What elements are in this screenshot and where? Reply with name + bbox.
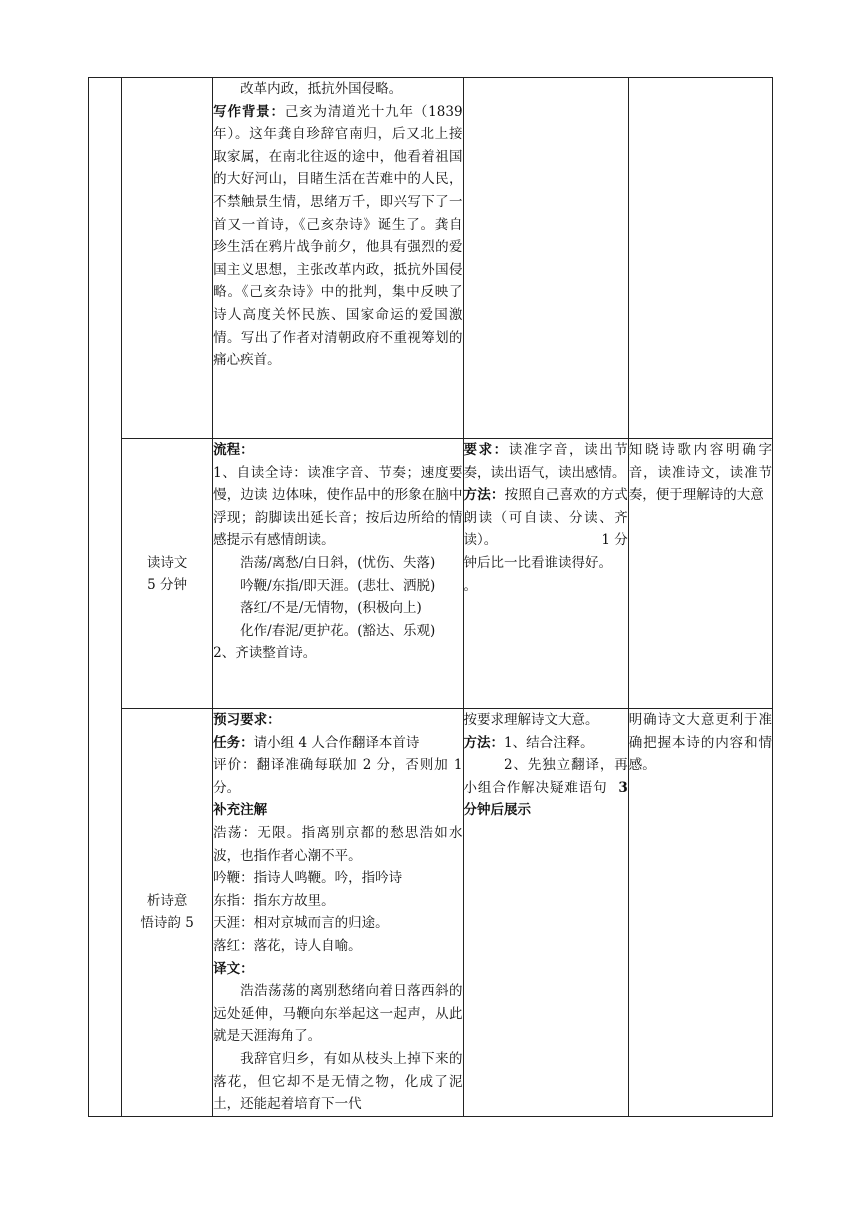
goal-cell [628,439,772,709]
stage-time: 5 分钟 [147,576,188,593]
goal-cell [628,78,772,439]
left-margin-cell [89,78,122,1117]
activity-line: 按要求理解诗文大意。 [463,712,599,728]
activity-cell [463,439,628,709]
content-line: 改革内政，抵抗外国侵略。 [240,81,403,97]
notes-label: 补充注解 [213,802,268,819]
table-row [89,709,773,1117]
step-2: 2、齐读整首诗。 [213,645,317,662]
goal-text: 知晓诗歌内容明确字音，读准诗文，读准节奏，便于理解诗的大意 [628,442,772,504]
activity-cell [463,78,628,439]
note-item: 浩荡：无限。指离别京都的愁思浩如水波，也指作者心潮不平。 [213,824,463,864]
stage-title: 读诗文 [146,554,188,571]
stage-cell [122,709,213,1117]
translation-paragraph: 我辞官归乡，有如从枝头上掉下来的落花，但它却不是无情之物，化成了泥土，还能起着培育下一代 [213,1050,463,1113]
stage-cell [122,78,213,439]
activity-method-1: 1、结合注释。 [504,734,594,751]
task-text: 请小组 4 人合作翻译本首诗 [253,734,420,751]
content-cell [213,439,463,709]
prep-label: 预习要求： [213,712,281,728]
content-cell [213,78,463,439]
evaluation: 评价：翻译准确每联加 2 分，否则加 1 分。 [213,757,463,796]
note-item: 吟鞭：指诗人鸣鞭。吟，指吟诗 [213,870,403,887]
note-item: 天涯：相对京城而言的归途。 [213,915,389,932]
process-label: 流程： [213,442,254,458]
activity-method-label: 方法： [463,734,505,751]
activity-method-2 [464,754,628,822]
content-cell [213,709,463,1117]
task [213,732,462,755]
poem-line: 化作/春泥/更护花。(豁达、乐观) [240,622,436,639]
poem-line: 浩荡/离愁/白日斜，(忧伤、失落) [240,554,436,571]
poem-line: 吟鞭/东指/即天涯。(悲壮、洒脱) [240,577,436,594]
method-text: 按照自己喜欢的方式朗读（可自读、分读、齐读）。 [463,487,628,549]
method-tail-a: 1 分 [601,532,628,549]
lesson-plan-table [88,77,773,1117]
background-label: 写作背景： [213,103,285,120]
activity-show: 3 分钟后展示 [463,779,628,819]
activity-method-2-text: 2、先独立翻译，再小组合作解决疑难语句 [463,757,628,796]
poem-line: 落红/不是/无情物，(积极向上) [240,600,422,617]
requirement-label: 要求： [463,442,509,458]
activity-method [464,732,628,755]
requirement-text: 读准字音，读出节奏，读出语气，读出感情。 [463,442,628,481]
background-text: 己亥为清道光十九年（1839年）。这年龚自珍辞官南归，后又北上接取家属，在南北往返的途中，他看着祖国的大好河山，目睹生活在苦难中的人民，不禁触景生情，思绪万千，即兴写下了一首又一首诗，《己亥杂诗》诞生了。龚自珍生活在鸦片战争前夕，他具有强烈的爱国主义思想，主张改革内政，抵抗外国侵略。《己亥杂诗》中的批判，集中反映了诗人高度关怀民族、国家命运的爱国激情。写出了作者对清朝政府不重视筹划的痛心疾首。 [213,103,463,369]
trailing-dot: 。 [463,577,478,594]
goal-cell [628,709,772,1117]
activity-cell [463,709,628,1117]
table-row [89,439,773,709]
method-tail-b: 钟后比一比看谁读得好。 [463,554,613,571]
note-item: 落红：落花，诗人自喻。 [213,937,362,954]
requirement [464,439,628,484]
stage-title: 析诗意 [146,893,188,910]
step-1: 1、自读全诗：读准字音、节奏；速度要慢，边读 边体味，使作品中的形象在脑中浮现；韵脚读出延长音；按后边所给的情感提示有感情朗读。 [213,464,463,549]
table-row [89,78,773,439]
stage-cell [122,439,213,709]
method-label: 方法： [463,487,505,504]
note-item: 东指：指东方故里。 [213,892,335,909]
translation-paragraph: 浩浩荡荡的离别愁绪向着日落西斜的远处延伸，马鞭向东举起这一起声，从此就是天涯海角了。 [213,983,463,1045]
background-paragraph [213,101,462,372]
goal-text: 明确诗文大意更利于准确把握本诗的内容和情感。 [628,712,772,774]
stage-time: 悟诗韵 5 [140,915,194,932]
translation-label: 译文： [213,960,254,977]
task-label: 任务： [213,734,254,751]
